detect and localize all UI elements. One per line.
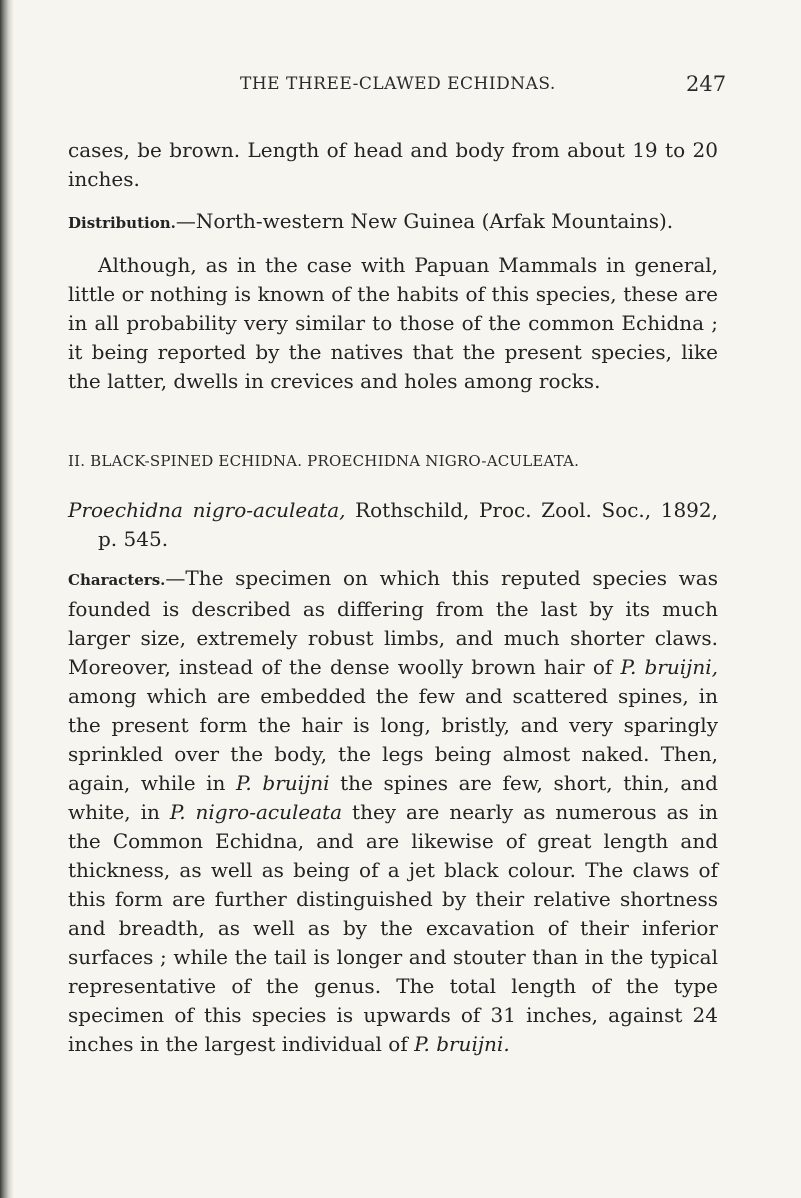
opening-text-block <box>68 136 718 396</box>
synonymy-entry <box>68 496 718 554</box>
species-ref-bruijni-1: P. bruijni, <box>620 655 718 679</box>
page-number: 247 <box>686 72 727 96</box>
characters-text-1: —The specimen on which this reputed species was founded is described as differing from the last by its much larger size, extremely robust limbs, and much shorter claws. Moreover, instead of the dense woolly brown hair of <box>68 566 718 679</box>
characters-text-4: they are nearly as numerous as in the Common Echidna, and are likewise of great length and thickness, as well as being of a jet black colour. The claws of this form are further distinguished by their relative shortness and breadth, as well as by the excavation of their inferior surfaces ; while the tail is longer and stouter than in the typical representative of the genus. The total length of the type specimen of this species is upwards of 31 inches, against 24 inches in the largest individual of <box>68 800 718 1056</box>
paragraph-distribution <box>68 207 718 238</box>
book-binding-edge <box>0 0 14 1198</box>
species-text-block <box>68 496 718 1059</box>
section-heading: II. BLACK-SPINED ECHIDNA. PROECHIDNA NIGRO-ACULEATA. <box>68 452 580 470</box>
synonymy-reference: Rothschild, Proc. Zool. Soc., 1892, p. 545. <box>98 498 718 551</box>
synonymy-species-name: Proechidna nigro-aculeata, <box>68 498 346 522</box>
paragraph-habits: Although, as in the case with Papuan Mammals in general, little or nothing is known of the habits of this species, these are in all probability very similar to those of the common Echidna ; it being reported by the natives that the present species, like the latter, dwells in crevices and holes among rocks. <box>68 253 718 393</box>
species-ref-nigro-aculeata: P. nigro-aculeata <box>169 800 343 824</box>
characters-lead: Characters. <box>68 571 166 589</box>
running-title: THE THREE-CLAWED ECHIDNAS. <box>240 74 556 94</box>
paragraph-length: cases, be brown. Length of head and body from about 19 to 20 inches. <box>68 138 718 191</box>
distribution-text: —North-western New Guinea (Arfak Mountains). <box>175 209 674 233</box>
paragraph-characters <box>68 564 718 1059</box>
running-header <box>0 74 801 104</box>
species-ref-bruijni-3: P. bruijni. <box>414 1032 510 1056</box>
species-ref-bruijni-2: P. bruijni <box>236 771 330 795</box>
characters-text-3: the spines are few, short, thin, and white, in <box>68 771 718 824</box>
characters-text-2: among which are embedded the few and scattered spines, in the present form the hair is long, bristly, and very sparingly sprinkled over the body, the legs being almost naked. Then, again, while in <box>68 684 718 795</box>
distribution-lead: Distribution. <box>68 214 176 232</box>
